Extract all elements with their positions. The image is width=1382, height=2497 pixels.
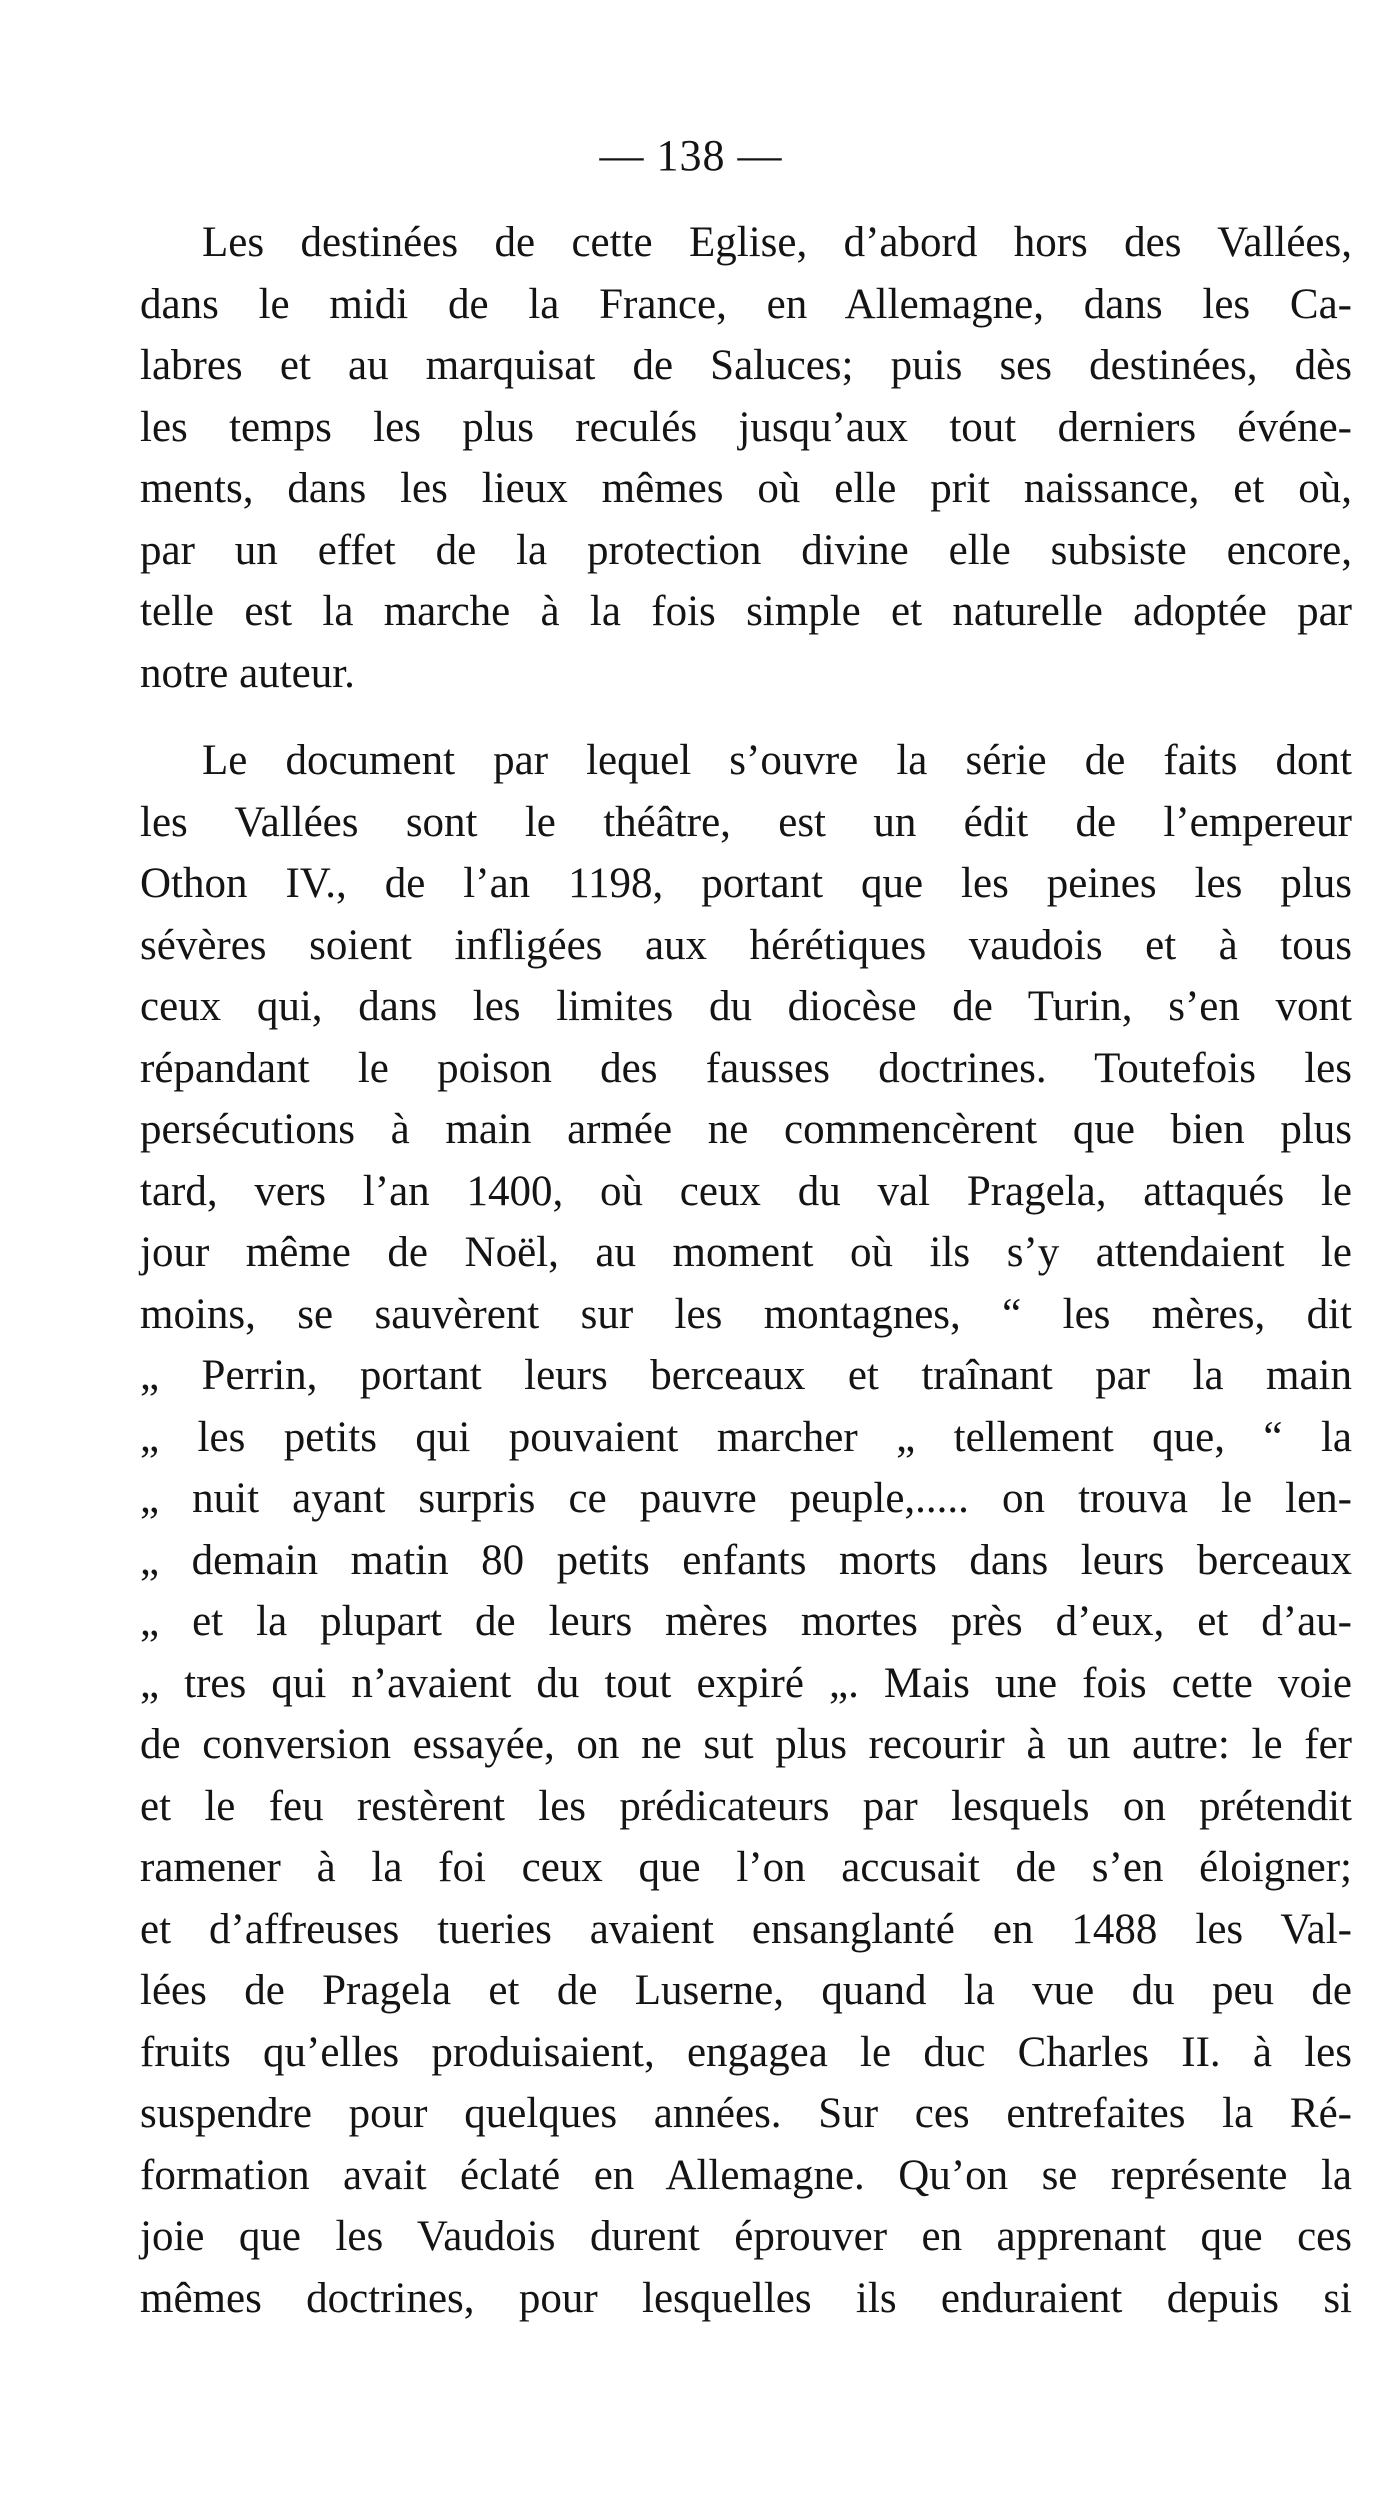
text-line: „ Perrin, portant leurs berceaux et traînant par la main (140, 1352, 1352, 1399)
text-line: „ nuit ayant surpris ce pauvre peuple,..... on trouva le len- (140, 1475, 1352, 1522)
text-line: moins, se sauvèrent sur les montagnes, “ les mères, dit (140, 1290, 1352, 1338)
text-line: les temps les plus reculés jusqu’aux tout derniers événe- (140, 403, 1352, 451)
text-line: dans le midi de la France, en Allemagne, dans les Ca- (140, 280, 1352, 328)
text-line: joie que les Vaudois durent éprouver en apprenant que ces (140, 2213, 1352, 2260)
text-line: „ demain matin 80 petits enfants morts dans leurs berceaux (140, 1536, 1352, 1584)
text-line: Le document par lequel s’ouvre la série de faits dont (202, 737, 1352, 784)
text-line: lées de Pragela et de Luserne, quand la vue du peu de (140, 1967, 1352, 2014)
text-line: telle est la marche à la fois simple et naturelle adoptée par (140, 588, 1352, 635)
paragraph-1 (140, 212, 1352, 704)
text-line: et le feu restèrent les prédicateurs par lesquels on prétendit (140, 1782, 1352, 1830)
text-line: ceux qui, dans les limites du diocèse de Turin, s’en vont (140, 983, 1352, 1030)
text-line: mêmes doctrines, pour lesquelles ils enduraient depuis si (140, 2274, 1352, 2322)
text-line: formation avait éclaté en Allemagne. Qu’on se représente la (140, 2151, 1352, 2199)
text-line: jour même de Noël, au moment où ils s’y attendaient le (140, 1229, 1352, 1276)
text-line: „ et la plupart de leurs mères mortes près d’eux, et d’au- (140, 1598, 1352, 1645)
text-line: suspendre pour quelques années. Sur ces entrefaites la Ré- (140, 2090, 1352, 2137)
text-line: par un effet de la protection divine elle subsiste encore, (140, 526, 1352, 574)
text-line: de conversion essayée, on ne sut plus recourir à un autre: le fer (140, 1721, 1352, 1768)
text-line: ramener à la foi ceux que l’on accusait de s’en éloigner; (140, 1844, 1352, 1891)
text-line: fruits qu’elles produisaient, engagea le duc Charles II. à les (140, 2028, 1352, 2076)
text-line: répandant le poison des fausses doctrines. Toutefois les (140, 1044, 1352, 1092)
text-line: les Vallées sont le théâtre, est un édit de l’empereur (140, 798, 1352, 846)
paragraph-2 (140, 730, 1352, 2329)
text-line: Les destinées de cette Eglise, d’abord hors des Vallées, (202, 219, 1352, 266)
text-line: „ tres qui n’avaient du tout expiré „. Mais une fois cette voie (140, 1659, 1352, 1707)
text-line: et d’affreuses tueries avaient ensanglanté en 1488 les Val- (140, 1905, 1352, 1953)
text-line: sévères soient infligées aux hérétiques vaudois et à tous (140, 921, 1352, 969)
page-number: — 138 — (599, 131, 783, 180)
text-line: Othon IV., de l’an 1198, portant que les peines les plus (140, 860, 1352, 907)
text-line: tard, vers l’an 1400, où ceux du val Pragela, attaqués le (140, 1167, 1352, 1215)
text-line: „ les petits qui pouvaient marcher „ tellement que, “ la (140, 1413, 1352, 1461)
text-line: notre auteur. (140, 649, 355, 697)
text-line: labres et au marquisat de Saluces; puis ses destinées, dès (140, 342, 1352, 389)
text-line: ments, dans les lieux mêmes où elle prit naissance, et où, (140, 465, 1352, 512)
text-line: persécutions à main armée ne commencèrent que bien plus (140, 1106, 1352, 1153)
